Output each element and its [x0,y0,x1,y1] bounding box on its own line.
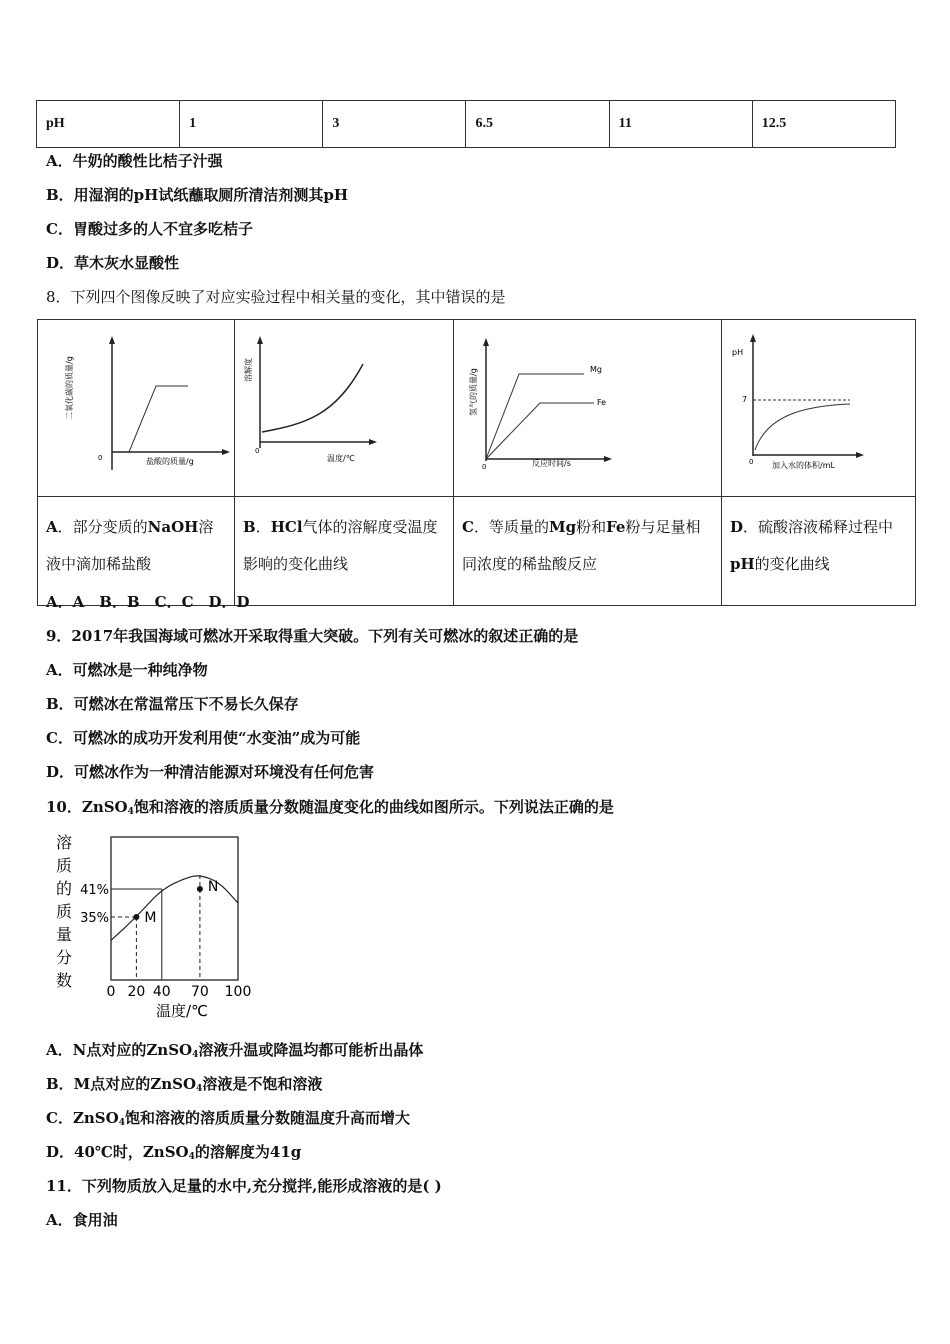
table-cell: 3 [323,101,466,148]
y-arrow [483,338,489,346]
point-n [197,886,203,892]
origin-label: 0 [98,454,103,462]
graph-d-cell [722,320,916,497]
caption-b: B．HCl气体的溶解度受温度影响的变化曲线 [235,497,454,606]
caption-a: A．部分变质的NaOH溶液中滴加稀盐酸 [38,497,235,606]
curve-fe [486,403,594,459]
caption-c: C．等质量的Mg粉和Fe粉与足量相同浓度的稀盐酸反应 [454,497,722,606]
x-ticks [107,984,252,1000]
curve [262,364,363,432]
origin-label: 0 [255,447,260,455]
table-cell: 6.5 [466,101,609,148]
q10-option-b: B．M点对应的ZnSO$_4$溶液是不饱和溶液 [46,1075,323,1094]
q8-graph-table [37,319,916,606]
caption-d: D．硫酸溶液稀释过程中pH的变化曲线 [722,497,916,606]
q10-option-a: A．N点对应的ZnSO$_4$溶液升温或降温均都可能析出晶体 [46,1041,424,1060]
y-arrow [109,336,115,344]
q10-option-c: C．ZnSO$_4$饱和溶液的溶质质量分数随温度升高而增大 [46,1109,410,1128]
q9-option-b: B．可燃冰在常温常压下不易长久保存 [46,695,299,713]
y-arrow [257,336,263,344]
q7-option-c: C．胃酸过多的人不宜多吃桔子 [46,220,253,238]
solubility-curve [111,876,238,940]
x-axis-label: 温度/℃ [327,454,355,463]
y-axis-label-char: 分 [56,948,73,967]
ph-table [36,100,896,148]
graph-b [235,320,453,492]
y-axis-label-char: 质 [56,902,73,921]
x-tick-label: 70 [190,984,209,1000]
table-cell: 1 [180,101,323,148]
graph-c-cell [454,320,722,497]
series-label-fe: Fe [597,398,607,407]
x-arrow [856,452,864,458]
point-m [133,914,139,920]
q7-option-d: D．草木灰水显酸性 [46,254,180,272]
q7-option-b: B．用湿润的pH试纸蘸取厕所清洁剂测其pH [46,186,349,204]
origin-label: 0 [482,463,487,471]
q10-option-d: D．40℃时，ZnSO$_4$的溶解度为41g [46,1143,302,1162]
y-axis-label: 二氧化碳的质量/g [65,356,74,420]
table-cell: 12.5 [752,101,895,148]
point-m-label: M [144,910,157,926]
q11-option-a: A．食用油 [46,1211,118,1229]
q7-option-a: A．牛奶的酸性比桔子汁强 [46,152,223,170]
x-arrow [222,449,230,455]
q9-stem: 9．2017年我国海域可燃冰开采取得重大突破。下列有关可燃冰的叙述正确的是 [46,627,579,645]
graph-d [722,320,915,492]
x-tick-label: 40 [152,984,171,1000]
x-axis-label: 盐酸的质量/g [146,457,194,466]
q10-stem: 10．ZnSO$_4$饱和溶液的溶质质量分数随温度变化的曲线如图所示。下列说法正确的是 [46,798,614,817]
y-tick-41: 41% [80,882,109,898]
y-axis-label: 溶解度 [244,358,253,382]
x-axis-label: 反应时间/s [532,459,571,468]
q8-answer-options: A．A B．B C．C D．D [46,593,250,611]
curve-mg [486,374,584,459]
x-arrow [604,456,612,462]
y-axis-label-char: 量 [56,925,73,944]
origin-label: 0 [749,458,754,466]
q11-stem: 11．下列物质放入足量的水中,充分搅拌,能形成溶液的是( ) [46,1177,442,1195]
y-axis-label-char: 溶 [56,833,73,852]
x-tick-label: 0 [106,984,116,1000]
x-axis-label: 温度/℃ [156,1002,208,1020]
curve [755,404,850,450]
y-axis-label: 氢气的质量/g [469,368,478,416]
curve [129,386,188,452]
x-axis-label: 加入水的体积/mL [772,461,835,470]
q10-chart [46,830,266,1026]
y-axis-label-char: 质 [56,856,73,875]
q9-option-c: C．可燃冰的成功开发利用使“水变油”成为可能 [46,729,361,747]
y-axis-label [56,833,72,990]
graph-b-cell [235,320,454,497]
q8-stem: 8．下列四个图像反映了对应实验过程中相关量的变化，其中错误的是 [46,288,506,306]
graph-a [38,320,234,492]
y-axis-label-char: 的 [56,879,73,898]
y-axis-label: pH [732,348,744,357]
y-arrow [750,334,756,342]
graph-a-cell [38,320,235,497]
q9-option-d: D．可燃冰作为一种清洁能源对环境没有任何危害 [46,763,375,781]
y-tick-35: 35% [80,911,109,926]
ref-tick-label: 7 [742,395,748,404]
x-tick-label: 20 [127,984,146,1000]
y-axis-label-char: 数 [56,971,73,990]
graph-c [454,320,721,492]
x-tick-label: 100 [224,984,252,1000]
plot-frame [111,837,238,980]
table-row [37,101,896,148]
x-arrow [369,439,377,445]
q9-option-a: A．可燃冰是一种纯净物 [46,661,208,679]
point-n-label: N [207,878,219,895]
series-label-mg: Mg [590,365,602,374]
table-cell: pH [37,101,180,148]
table-cell: 11 [609,101,752,148]
